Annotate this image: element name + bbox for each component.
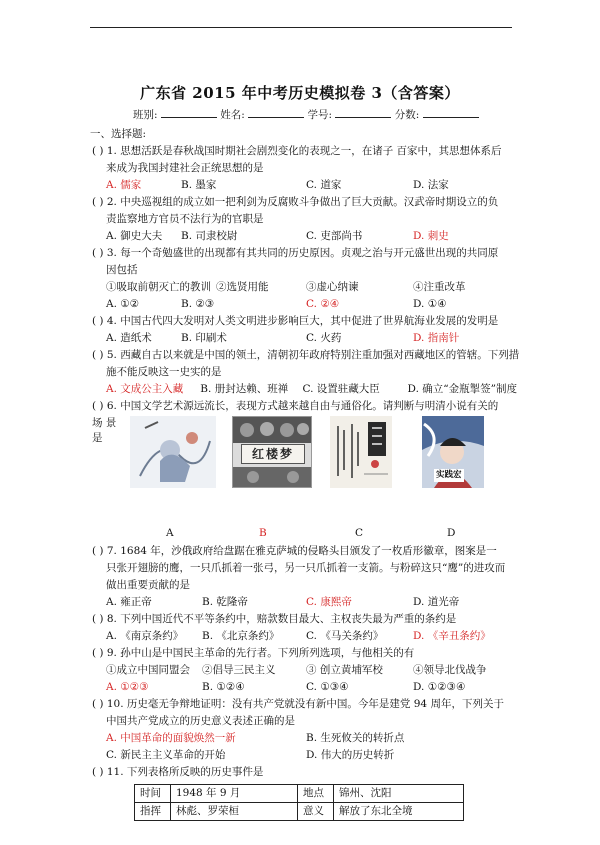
q8-stem-1: ( ) 8. 下列中国近代不平等条约中，赔款数目最大、主权丧失最为严重的条约是 [92,613,457,625]
q5-options [92,382,517,399]
q6-picture-d[interactable] [422,416,484,488]
q6-option-labels [92,526,517,544]
q5-stem-2: 施不能反映这一史实的是 [106,366,222,378]
q4-option-c[interactable]: C. 火药 [306,332,342,344]
q8-option-d[interactable]: D. 《辛丑条约》 [413,630,491,642]
q3-item-3: ③虚心纳谏 [306,281,359,293]
q10-options-row-2 [92,748,517,765]
q9-option-b[interactable]: B. ①②④ [202,681,245,693]
q6-stem-2b: 是 [92,432,103,444]
table-cell: 意义 [298,803,334,821]
q11-stem-1: ( ) 11. 下列表格所反映的历史事件是 [92,766,264,778]
q6-picture-b-caption: 红楼梦 [241,444,305,464]
q6-pictures [92,416,517,526]
q2-option-b[interactable]: B. 司隶校尉 [181,230,238,242]
q9-item-2: ②倡导三民主义 [202,664,276,676]
q10-option-b[interactable]: B. 生死攸关的转折点 [306,732,405,744]
table-cell: 地点 [298,785,334,803]
q9-option-c[interactable]: C. ①③④ [306,681,349,693]
q5-option-c[interactable]: C. 设置驻藏大臣 [302,383,380,395]
table-cell: 时间 [135,785,171,803]
q2-option-d[interactable]: D. 刺史 [413,230,449,242]
q6-stem-1: ( ) 6. 中国文学艺术源远流长，表现方式越来越自由与通俗化。请判断与明清小说有关的 [92,400,499,412]
q9-option-d[interactable]: D. ①②③④ [413,681,466,693]
q6-option-a[interactable]: A [166,527,174,539]
q5-stem-1: ( ) 5. 西藏自古以来就是中国的领土，清朝初年政府特别注重加强对西藏地区的管辖。下列措 [92,349,520,361]
q1-option-d[interactable]: D. 法家 [413,179,449,191]
top-rule [90,27,512,28]
exam-content [90,127,520,821]
q4-options [92,331,517,348]
q7-option-a[interactable]: A. 雍正帝 [106,596,152,608]
q10-stem-1: ( ) 10. 历史毫无争辩地证明：没有共产党就没有新中国。今年是建党 94 周年，下列关于 [92,698,504,710]
q8-option-c[interactable]: C. 《马关条约》 [306,630,384,642]
table-cell: 解放了东北全境 [334,803,464,821]
q2-option-a[interactable]: A. 御史大夫 [106,230,163,242]
q6-option-c[interactable]: C [355,527,364,539]
q8-option-b[interactable]: B. 《北京条约》 [202,630,280,642]
q7-stem-2: 只张开翅膀的鹰，一只爪抓着一张弓，另一只爪抓着一支箭。与粉碎这只“鹰”的进攻而 [106,562,506,574]
q9-stem-1: ( ) 9. 孙中山是中国民主革命的先行者。下列所列选项，与他相关的有 [92,647,415,659]
q2-option-c[interactable]: C. 吏部尚书 [306,230,363,242]
q1-options [92,178,517,195]
q2-stem-1: ( ) 2. 中央巡视组的成立如一把利剑为反腐败斗争做出了巨大贡献。汉武帝时期设立的负 [92,196,499,208]
q4-stem-1: ( ) 4. 中国古代四大发明对人类文明进步影响巨大，其中促进了世界航海业发展的发明是 [92,315,499,327]
q5-option-d[interactable]: D. 确立“金瓶掣签”制度 [407,383,517,395]
class-label: 班别: [133,109,158,121]
q5-option-a[interactable]: A. 文成公主入藏 [106,383,184,395]
q6-stem-2a: 场 景 [92,417,117,429]
q6-picture-a[interactable] [130,416,216,488]
q10-option-a[interactable]: A. 中国革命的面貌焕然一新 [106,732,236,744]
student-info [133,108,479,124]
name-label: 姓名: [220,109,245,121]
table-cell: 林彪、罗荣桓 [171,803,298,821]
q6-option-b[interactable]: B [259,527,267,539]
q2-options [92,229,517,246]
q7-options [92,595,517,612]
q6-picture-c[interactable] [330,416,392,488]
q4-option-a[interactable]: A. 造纸术 [106,332,152,344]
q10-options-row-1 [92,731,517,748]
q10-stem-2: 中国共产党成立的历史意义表述正确的是 [106,715,295,727]
q1-option-b[interactable]: B. 墨家 [181,179,217,191]
q3-stem-2: 因包括 [106,264,138,276]
q10-option-c[interactable]: C. 新民主主义革命的开始 [106,749,226,761]
q3-option-c[interactable]: C. ②④ [306,298,340,310]
q8-options [92,629,517,646]
q9-items [92,663,517,680]
q1-option-c[interactable]: C. 道家 [306,179,342,191]
score-field[interactable] [423,108,479,118]
q1-stem-2: 来成为我国封建社会正统思想的是 [106,162,264,174]
q3-item-1: ①吸取前朝灭亡的教训 [106,281,211,293]
q7-option-d[interactable]: D. 道光帝 [413,596,460,608]
q3-option-a[interactable]: A. ①② [106,298,140,310]
q11-table [134,784,464,821]
q6-picture-d-caption: 实践宏 [436,470,462,480]
page-title: 广东省 2015 年中考历史模拟卷 3（含答案） [140,84,460,102]
q9-options [92,680,517,697]
q3-stem-1: ( ) 3. 每一个奇勉盛世的出现都有其共同的历史原因。贞观之治与开元盛世出现的共同原 [92,247,499,259]
q2-stem-2: 责监察地方官员不法行为的官职是 [106,213,264,225]
table-cell: 指挥 [135,803,171,821]
name-field[interactable] [248,108,304,118]
q4-option-d[interactable]: D. 指南针 [413,332,460,344]
table-cell: 锦州、沈阳 [334,785,464,803]
q3-option-d[interactable]: D. ①④ [413,298,447,310]
id-field[interactable] [335,108,391,118]
q7-stem-1: ( ) 7. 1684 年，沙俄政府给盘踞在雅克萨城的侵略头目颁发了一枚盾形徽章，图案是一 [92,545,497,557]
q3-option-b[interactable]: B. ②③ [181,298,215,310]
q3-item-2: ②选贤用能 [216,281,269,293]
table-row [135,803,464,821]
q3-items [92,280,517,297]
q7-option-c[interactable]: C. 康熙帝 [306,596,352,608]
class-field[interactable] [161,108,217,118]
q9-option-a[interactable]: A. ①②③ [106,681,149,693]
q1-stem-1: ( ) 1. 思想活跃是春秋战国时期社会剧烈变化的表现之一，在诸子 百家中，其思想体系后 [92,145,502,157]
section-heading: 一、选择题: [90,128,147,140]
score-label: 分数: [394,109,420,121]
q9-item-3: ③ 创立黄埔军校 [306,664,383,676]
q1-option-a[interactable]: A. 儒家 [106,179,142,191]
q9-item-4: ④领导北伐战争 [413,664,487,676]
q6-option-d[interactable]: D [447,527,456,539]
q8-option-a[interactable]: A. 《南京条约》 [106,630,184,642]
q6-picture-b[interactable] [232,416,312,488]
q4-option-b[interactable]: B. 印刷术 [181,332,227,344]
q3-options [92,297,517,314]
q3-item-4: ④注重改革 [413,281,466,293]
q7-option-b[interactable]: B. 乾隆帝 [202,596,248,608]
id-label: 学号: [307,109,333,121]
table-row [135,785,464,803]
q10-option-d[interactable]: D. 伟大的历史转折 [306,749,395,761]
q5-option-b[interactable]: B. 册封达赖、班禅 [200,383,289,395]
q9-item-1: ①成立中国同盟会 [106,664,190,676]
table-cell: 1948 年 9 月 [171,785,298,803]
q7-stem-3: 做出重要贡献的是 [106,579,190,591]
